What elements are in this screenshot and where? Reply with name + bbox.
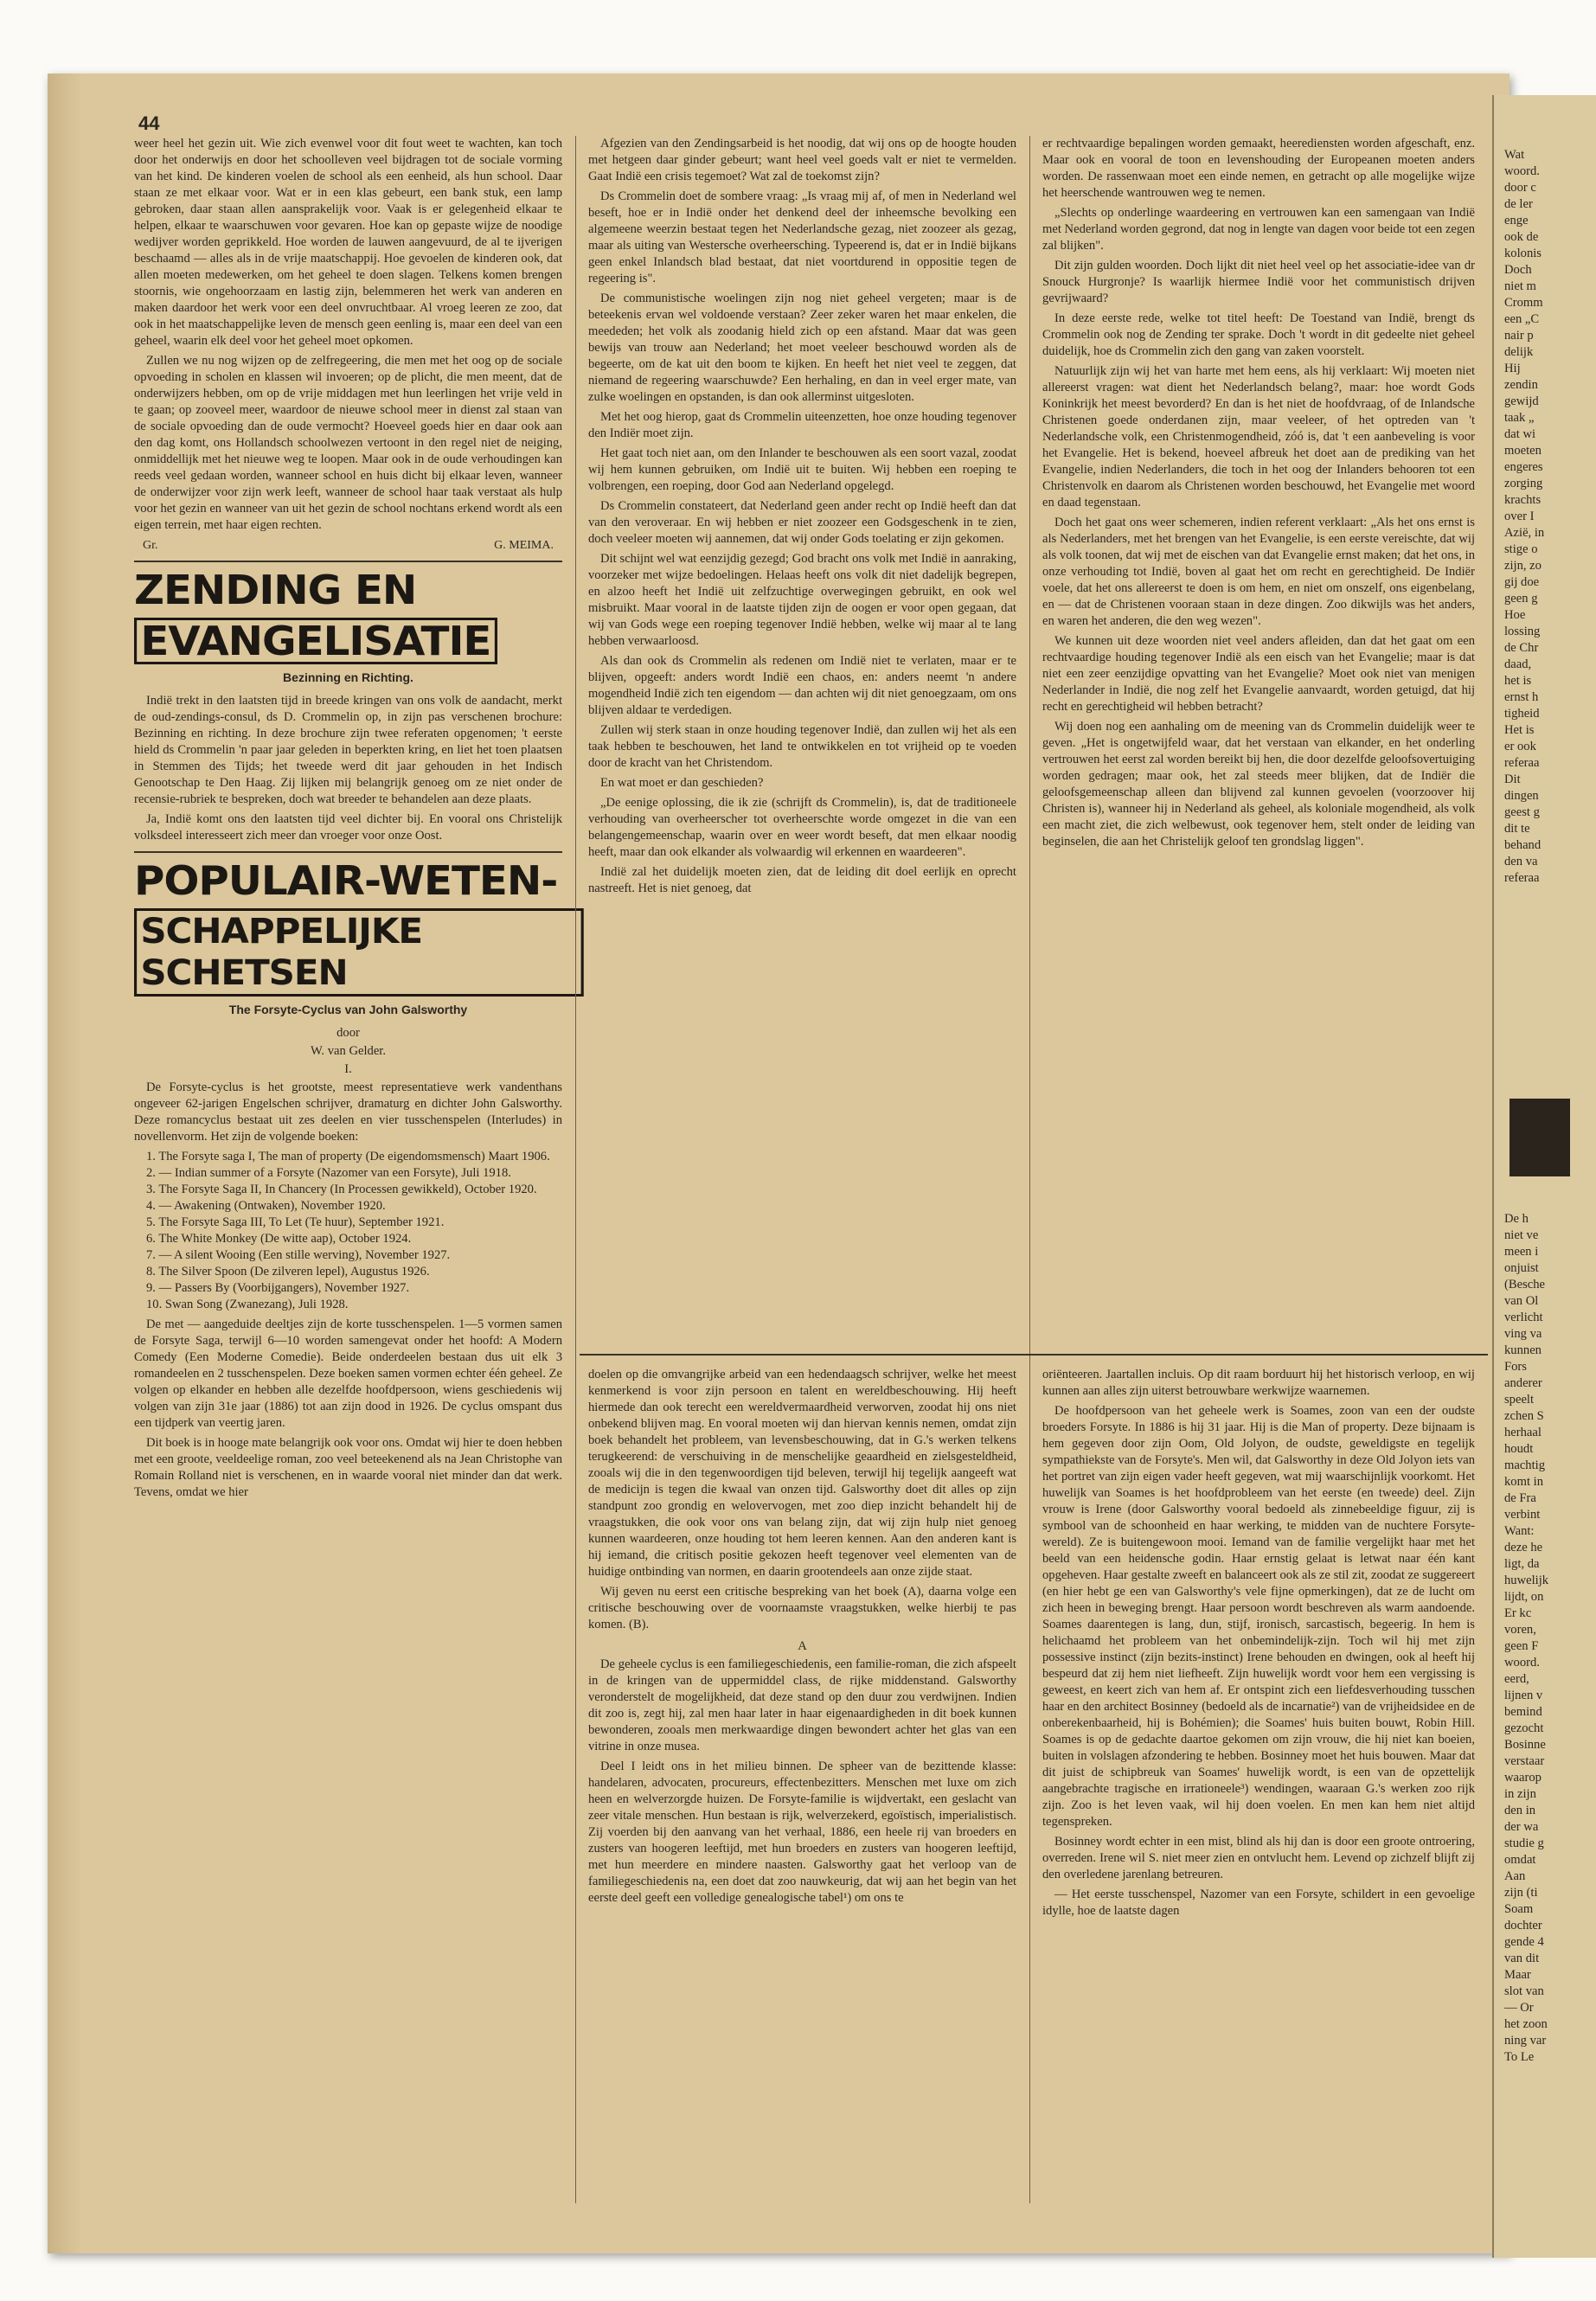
facing-page-line: Want: (1504, 1524, 1535, 1538)
facing-page-line: Doch (1504, 263, 1532, 277)
facing-page-line: krachts (1504, 493, 1542, 507)
facing-page-line: taak „ (1504, 411, 1535, 425)
col2-paragraph: Het gaat toch niet aan, om den Inlander te beschouwen als een soort vazal, zoodat wij hem kunnen gebruiken, om Indië uit te buiten. Wij hebben een roeping te volbrengen, een roeping, door God aan Nederland opgelegd. (588, 446, 1016, 493)
facing-page-line: Bosinne (1504, 1738, 1546, 1752)
facing-page-line: nair p (1504, 329, 1534, 343)
facing-page-fragment (1492, 95, 1596, 2258)
forsyte-title-line-1: POPULAIR-WETEN- (134, 857, 558, 904)
facing-page-line: woord. (1504, 1656, 1540, 1670)
facing-page-line: referaa (1504, 756, 1540, 770)
facing-page-line: lijnen v (1504, 1689, 1543, 1702)
facing-page-line: gij doe (1504, 575, 1540, 589)
facing-page-line: De h (1504, 1212, 1529, 1226)
facing-page-line: den in (1504, 1804, 1536, 1817)
facing-page-line: woord. (1504, 164, 1540, 178)
facing-page-line: der wa (1504, 1820, 1539, 1834)
col2-paragraph: Zullen wij sterk staan in onze houding tegenover Indië, dan zullen wij het als een taak hebben te beschouwen, het land te ontwikkelen en tot vrijheid op te voeden door de kracht van het Christendom. (588, 723, 1016, 770)
col2-paragraph: Als dan ook ds Crommelin als redenen om Indië niet te verlaten, maar er te blijven, opgeeft: anders wordt Indië een chaos, en: anders neemt 'n andere mogendheid Indië zich ten eigendom — dan achten wij dit niet genoegzaam, om ons blijven aldaar te verdedigen. (588, 654, 1016, 717)
facing-page-line: gende 4 (1504, 1935, 1544, 1949)
facing-page-line: er ook (1504, 740, 1536, 753)
col2-paragraph: Indië zal het duidelijk moeten zien, dat de leiding dit doel eerlijk en oprecht nastreeft. Het is niet genoeg, dat (588, 865, 1016, 895)
col3b-paragraph: Bosinney wordt echter in een mist, blind als hij dan is door een groote ontroering, overreden. Irene wil S. niet meer zien en ontvlucht hem. Levend op zichzelf blijft zij den overledene jarenlang betreuren. (1042, 1835, 1475, 1881)
facing-page-line: van dit (1504, 1952, 1540, 1965)
section-divider (134, 561, 562, 562)
facing-page-line: dit te (1504, 822, 1530, 836)
forsyte-intro: De Forsyte-cyclus is het grootste, meest representatieve werk vandenthans ongeveer 62-jarigen Engelschen schrijver, dramaturg en dichter John Galsworthy. Deze romancyclus bestaat uit zes deelen en vier tusschenspelen (Interludes) in novellenvorm. Het zijn de volgende boeken: (134, 1080, 562, 1144)
facing-page-line: anderer (1504, 1376, 1542, 1390)
column-3-top (1042, 136, 1475, 854)
horizontal-rule (580, 1354, 1488, 1356)
facing-page-line: deze he (1504, 1541, 1543, 1554)
facing-page-line: zendin (1504, 378, 1538, 392)
col2b-paragraph: doelen op die omvangrijke arbeid van een hedendaagsch schrijver, welke het meest kenmerkend is voor zijn persoon en talent en wereldbeschouwing. Hij heeft hiermede dan ook terecht een wereldvermaardheid verworven, zoodat hij ons niet onbekend blijven mag. En vooral moeten wij dan hiervan kennis nemen, omdat zijn boek behandelt het probleem, van levensbeschouwing, dat in G.'s werken telkens terugkeerend: de verschuiving in de menschelijke geaardheid en zielsgesteldheid, zooals wij die in den tegenwoordigen tijd beleven, terwijl hij tegelijk aangeeft wat de medicijn is tegen die kwaal van onzen tijd. Galsworthy doet dit alles op zijn standpunt zoo grondig en welovervogen, met zoo diep inzicht behandelt hij de vraagstukken, die ook voor ons van belang zijn, dat wij zijn hulp niet genoeg kunnen waardeeren, onze houding tot hem leeren kennen. Aan den anderen kant is hij iemand, die critisch positie gekozen heeft tegenover veel elementen van de huidige ontbinding van normen, en daarin grootendeels aan onze zijde staat. (588, 1368, 1016, 1579)
facing-page-line: geen F (1504, 1639, 1539, 1653)
col2-paragraph: En wat moet er dan geschieden? (600, 776, 764, 790)
col2-paragraph: Ds Crommelin doet de sombere vraag: „Is vraag mij af, of men in Nederland wel beseft, hoe er in Indië onder het denkend deel der inheemsche bevolking een algemeene weerzin bestaat tegen het Nederlandsche gezag, niet zoozeer als gezag, maar als uiting van Westersche overheersching. Typeerend is, dat er in Indië bijkans geen enkel Inlandsch blad bestaat, dat niet voortdurend in oppositie tegen de regeering is". (588, 189, 1016, 285)
book-list-item: 6. The White Monkey (De witte aap), October 1924. (146, 1232, 412, 1246)
facing-page-line: waarop (1504, 1771, 1542, 1785)
facing-page-line: Hij (1504, 362, 1521, 375)
zending-title-line-1: ZENDING EN (134, 567, 417, 613)
book-list-item: 7. — A silent Wooing (Een stille werving), November 1927. (146, 1248, 451, 1262)
facing-page-line: een „C (1504, 312, 1540, 326)
facing-page-line: delijk (1504, 345, 1534, 359)
facing-page-line: Hoe (1504, 608, 1526, 622)
page-number: 44 (138, 112, 160, 134)
facing-page-line: de ler (1504, 197, 1533, 211)
facing-page-line: Dit (1504, 772, 1521, 786)
signature (143, 537, 554, 554)
column-rule (1029, 136, 1030, 2203)
zending-paragraph-1: Indië trekt in den laatsten tijd in breede kringen van ons volk de aandacht, merkt de oud-zendings-consul, ds D. Crommelin op, in zijn pas verschenen brochure: Bezinning en richting. In deze brochure zijn twee referaten opgenomen; 't eerste hield ds Crommelin 'n paar jaar geleden in beperkten kring, en liet het toen plaatsen in Stemmen des Tijds; het tweede werd dit jaar gehouden in het Indisch Genootschap te Den Haag. Zij lijken mij belangrijk genoeg om ze niet onder de recensie-rubriek te bespreken, doch wat breeder te behandelen aan deze plaats. (134, 694, 562, 806)
book-list-item: 3. The Forsyte Saga II, In Chancery (In Processen gewikkeld), October 1920. (146, 1183, 537, 1196)
column-2-top (588, 136, 1016, 901)
facing-page-line: kolonis (1504, 247, 1542, 260)
facing-page-line: komt in (1504, 1475, 1543, 1489)
facing-page-line: zijn (ti (1504, 1886, 1538, 1900)
facing-page-line: omdat (1504, 1853, 1536, 1867)
col3-paragraph: In deze eerste rede, welke tot titel heeft: De Toestand van Indië, brengt ds Crommelin ook nog de Zending ter sprake. Doch 't wordt in dit gedeelte niet geheel duidelijk, hoe ds Crommelin zich den gang van zaken voorstelt. (1042, 311, 1475, 358)
facing-page-line: gezocht (1504, 1721, 1544, 1735)
facing-page-line: niet ve (1504, 1228, 1539, 1242)
book-list-item: 10. Swan Song (Zwanezang), Juli 1928. (146, 1298, 349, 1311)
facing-page-line: referaa (1504, 871, 1540, 885)
facing-page-line: Maar (1504, 1968, 1531, 1982)
col3b-paragraph: De hoofdpersoon van het geheele werk is Soames, zoon van een der oudste broeders Forsyte. In 1886 is hij 31 jaar. Hij is die Man of property. Deze bijnaam is hem gegeven door zijn Oom, Old Jolyon, de oudste, geweldigste en tegelijk sympathiekste van de Forsyte's. Men wil, dat Galsworthy in deze Old Jolyon iets van het portret van zijn eigen vader heeft gegeven, wat mij waarschijnlijk voorkomt. Het huwelijk van Soames is het hoofdprobleem van het eerste (en tweede) deel. Zijn vrouw is Irene (door Galsworthy vooral bedoeld als zinnebeeldige figuur, zij is symbool van de schoonheid en haar werking, te midden van de nuchtere Forsyte-wereld). Ze is buitengewoon mooi. Iemand van de familie vergelijkt haar met het beeld van een heidensche godin. Haar ernstig gelaat is letwat naar één kant opgeheven. Haar gestalte zweeft en balanceert ook als ze stil zit, zoodat ze suggereert (en hier hebt ge een van Galsworthy's vele fijne opmerkingen), dat ze de lucht om zich heen in beweging brengt. Haar persoon wordt beschreven als warm aandoende. Soames daarentegen is lang, dun, stijf, ironisch, sarcastisch, begeerig. In hem is helichaamd het probleem van het onbemindelijk-zijn. Toch wil hij met zijn possessive instinct (zijn bezits-instinct) Irene behouden en dwingen, ook al heeft hij bespeurd dat zij hem niet liefheeft. Zijn huwelijk wordt voor hem een vergissing is geweest, en keert zich van hem af. Er ontspint zich een liefdesverhouding tusschen haar en den architect Bosinney (bedoeld als de incarnatie²) van de vrijheidsidee en de onberekenbaarheid, hij is Bohémien); die Soames' huis buiten bouwt, Robin Hill. Soames is op de gedachte daartoe gekomen om zijn vrouw, die hij niet kan boeien, buiten in volslagen afzondering te hebben. Bosinney moet het huis bouwen. Maar dat dit juist de schipbreuk van Soames' huwelijk wordt, is een van de opzettelijk aangebrachte tragische en irrationeele³) wendingen, waaraan G.'s werken zoo rijk zijn. Zoo is het leven vaak, wil hij doen voelen. En men kan hem niet altijd tegenspreken. (1042, 1404, 1475, 1829)
facing-page-line: Het is (1504, 723, 1535, 737)
facing-page-line: slot van (1504, 1984, 1544, 1998)
column-rule (575, 136, 576, 2203)
facing-page-line: tigheid (1504, 707, 1540, 721)
col3-paragraph: Wij doen nog een aanhaling om de meening van ds Crommelin duidelijk weer te geven. „Het is ongetwijfeld waar, dat het verstaan van elkander, en het onderling vertrouwen het eerst zal worden bereikt bij hen, die door dezelfde geloofsovertuiging worden gedragen; maar ook, het zal steeds meer blijken, dat de Indiër die geloofsgemeenschap alleen dan blijvend zal kunnen gevoelen (voorzoover hij Christen is), wanneer hij in Nederland als geheel, als koloniale mogendheid, als volk een macht ziet, die zich welbewust, ook tegenover hem, stelt onder de leiding van beginselen, die aan het Christelijk geloof ten grondslag liggen". (1042, 720, 1475, 849)
facing-page-line: — Or (1504, 2001, 1534, 2015)
facing-page-line: verlicht (1504, 1311, 1543, 1324)
facing-page-line: dat wi (1504, 427, 1536, 441)
facing-page-line: machtig (1504, 1458, 1546, 1472)
facing-page-banner-block (1509, 1099, 1570, 1176)
facing-page-line: huwelijk (1504, 1574, 1549, 1587)
facing-page-line: geest g (1504, 805, 1540, 819)
facing-page-line: dochter (1504, 1919, 1542, 1932)
facing-page-line: lossing (1504, 625, 1541, 638)
facing-page-line: onjuist (1504, 1261, 1539, 1275)
facing-page-line: ernst h (1504, 690, 1539, 704)
facing-page-line: Aan (1504, 1869, 1526, 1883)
facing-page-text-bottom (1504, 1211, 1548, 2066)
col2b-paragraph: De geheele cyclus is een familiegeschiedenis, een familie-roman, die zich afspeelt in de kringen van de uppermiddel class, de rijke middenstand. Galsworthy veronderstelt de mogelijkheid, dat deze stand op den duur zou verdwijnen. Indien dit zoo is, zegt hij, zal men haar later in haar eigenaardigheden in dit boek kunnen bewonderen, zooals men merkwaardige dingen bewondert achter het glas van een vitrine in onze musea. (588, 1657, 1016, 1753)
facing-page-line: in zijn (1504, 1787, 1536, 1801)
facing-page-line: Er kc (1504, 1606, 1532, 1620)
facing-page-line: voren, (1504, 1623, 1536, 1637)
facing-page-line: gewijd (1504, 394, 1539, 408)
facing-page-line: van Ol (1504, 1294, 1539, 1308)
forsyte-paragraph: Dit boek is in hooge mate belangrijk ook voor ons. Omdat wij hier te doen hebben met een groote, veeldeelige roman, zoo veel beteekenend als na Jean Christophe van Romain Rolland niet is verschenen, en in waarde vooral niet minder dan dat werk. Tevens, omdat we hier (134, 1436, 562, 1499)
signature-author: G. MEIMA. (494, 539, 554, 552)
facing-page-line: het is (1504, 674, 1532, 688)
facing-page-line: verbint (1504, 1508, 1541, 1522)
column-2-bottom (588, 1367, 1016, 1910)
forsyte-book-list (134, 1149, 562, 1313)
facing-page-line: eerd, (1504, 1672, 1529, 1686)
book-list-item: 8. The Silver Spoon (De zilveren lepel), Augustus 1926. (146, 1265, 430, 1279)
facing-page-line: geen g (1504, 592, 1538, 606)
col3-paragraph: „Slechts op onderlinge waardeering en vertrouwen kan een samengaan van Indië met Nederland worden gegrond, dat nog in lengte van dagen voor beide tot een zegen zal blijken". (1042, 206, 1475, 253)
facing-page-line: lijdt, on (1504, 1590, 1544, 1604)
col2-paragraph: Dit schijnt wel wat eenzijdig gezegd; God bracht ons volk met Indië in aanraking, voorzeker met wijze bedoelingen. Helaas heeft ons volk dit niet dadelijk begrepen, en alzoo heeft het Indië uit zelfzuchtige overwegingen gebruikt, en ook wel misbruikt. Maar vooral in de laatste tijden zijn de oogen er voor open gegaan, dat wij van Gods wege een roeping tegenover Indië hebben, welke wij maar al te lang hebben verwaarloosd. (588, 552, 1016, 648)
signature-place: Gr. (143, 539, 158, 552)
forsyte-author: W. van Gelder. (311, 1044, 386, 1058)
column-3-bottom (1042, 1367, 1475, 1923)
facing-page-line: over I (1504, 510, 1535, 523)
zending-subtitle: Bezinning en Richting. (283, 670, 413, 684)
facing-page-line: het zoon (1504, 2017, 1548, 2031)
book-list-item: 4. — Awakening (Ontwaken), November 1920. (146, 1199, 386, 1213)
forsyte-section-number: I. (344, 1062, 352, 1076)
facing-page-line: To Le (1504, 2050, 1535, 2064)
facing-page-line: door c (1504, 181, 1536, 195)
col2-paragraph: Met het oog hierop, gaat ds Crommelin uiteenzetten, hoe onze houding tegenover den Indiër moet zijn. (588, 410, 1016, 440)
facing-page-line: moeten (1504, 444, 1542, 458)
col2-paragraph: De communistische woelingen zijn nog niet geheel vergeten; maar is de beteekenis ervan wel voldoende verstaan? Zeer zeker waren het maar enkelen, die meededen; het volk als zoodanig hield zich op een afstand. Maar dat was geen bewijs van trouw aan Nederland; het moet veeleer beschouwd worden als de begeerte, om de kat uit den boom te kijken. En heeft het niet veel te zeggen, dat niemand de regeering waarschuwde? Een herhaling, en dan in veel erger mate, van zulke woelingen en opstanden, is dan ook allerminst uitgesloten. (588, 292, 1016, 404)
facing-page-line: ving va (1504, 1327, 1542, 1341)
col3-paragraph: er rechtvaardige bepalingen worden gemaakt, heerediensten worden afgeschaft, enz. Maar ook en vooral de toon en levenshouding der Europeanen moeten anders worden. De rassenwaan moet een einde nemen, en getracht op alle mogelijke wijze het heerschende wantrouwen weg te nemen. (1042, 137, 1475, 200)
facing-page-line: studie g (1504, 1836, 1544, 1850)
facing-page-line: den va (1504, 855, 1538, 868)
facing-page-line: de Chr (1504, 641, 1539, 655)
col1-paragraph-2: Zullen we nu nog wijzen op de zelfregeering, die men met het oog op de sociale opvoeding in scholen en klassen wil invoeren; op de plicht, die men meent, dat de onderwijzers hebben, om op de vrije middagen met hun leerlingen het vrije veld in te gaan; op zooveel meer, waardoor de nieuwe school meer in dienst zal staan van de sociale opvoeding dan de oude vermocht? Hoeveel goeds hier en daar ook aan den dag komt, ons Hollandsch schoolwezen vertoont in den regel niet de neiging, onmiddellijk met het nieuwe weg te loopen. Maar ook in de oude verhoudingen kan reeds veel gedaan worden, wanneer school en huis dicht bij elkaar leven, wanneer de onderwijzer voor zijn werk leeft, wanneer de school haar taak verstaat als hulp voor het gezin en wanneer van uit het gezin de school nochtans erkend wordt als een eigen terrein, met haar eigen rechten. (134, 354, 562, 532)
facing-page-line: (Besche (1504, 1278, 1546, 1292)
facing-page-text-top (1504, 147, 1544, 887)
col3-paragraph: We kunnen uit deze woorden niet veel anders afleiden, dan dat het gaat om een rechtvaardige houding tegenover Indië als een eisch van het Evangelie; maar is dat niet een zeer eenzijdige opvatting van het Evangelie? Moet ook niet van menigen Nederlander in Indië, die nog zelf het Evangelie aanvaardt, worden getuigd, dat hij recht en gerechtigheid wil hebben betracht? (1042, 634, 1475, 714)
section-divider (134, 851, 562, 853)
forsyte-door: door (337, 1026, 360, 1040)
book-list-item: 9. — Passers By (Voorbijgangers), November 1927. (146, 1281, 410, 1295)
facing-page-line: niet m (1504, 279, 1536, 293)
book-list-item: 5. The Forsyte Saga III, To Let (Te huur), September 1921. (146, 1215, 445, 1229)
col3-paragraph: Doch het gaat ons weer schemeren, indien referent verklaart: „Als het ons ernst is als Nederlanders, met het brengen van het Evangelie, is een eerste vereischte, dat wij als volk toonen, dat wij met de eischen van dat Evangelie ernst maken; dat het ons, in onze verhouding tot Indië, boven al gaat het om recht en gerechtigheid. De Indiër voele, dat het ons allereerst te doen is om hem, en niet om onszelf, ons eigenbelang, en — dat de Christenen vooraan staan in deze dingen. Zoo dikwijls was het anders, en waren het anderen, die den weg wezen". (1042, 516, 1475, 628)
column-1 (134, 136, 562, 1504)
facing-page-line: meen i (1504, 1245, 1539, 1259)
book-list-item: 1. The Forsyte saga I, The man of property (De eigendomsmensch) Maart 1906. (146, 1150, 550, 1163)
zending-title-line-2: EVANGELISATIE (134, 618, 497, 664)
facing-page-line: speelt (1504, 1393, 1535, 1407)
newspaper-page (48, 74, 1509, 2253)
col2-paragraph: Afgezien van den Zendingsarbeid is het noodig, dat wij ons op de hoogte houden met hetgeen daar ginder gebeurt; want heel veel goeds valt er niet te vermelden. Gaat Indië een crisis tegemoet? Wat zal de toekomst zijn? (588, 137, 1016, 183)
facing-page-line: Cromm (1504, 296, 1543, 310)
facing-page-line: zijn, zo (1504, 559, 1542, 573)
col1-paragraph-1: weer heel het gezin uit. Wie zich evenwel voor dit fout weet te wachten, kan toch door het onderwijs en door het schoolleven veel bijdragen tot de sociale vorming van het kind. De kinderen voelen de school als een eenheid, als hun school. Daar staan ze met elkaar voor. Wat er in een klas gebeurt, een bank stuk, een lamp gebroken, daar staan allen aansprakelijk voor. Vaak is er gelegenheid elkaar te helpen, elkaar te waarschuwen voor gevaren. Hoe kan op gepaste wijze de noodige wedijver worden geprikkeld. Hoe worden de lauwen aangevuurd, de al te ijverigen beschaamd — alles als in de vrije maatschappij. Hoe gevoelen de kinderen ook, dat allen moeten medewerken, om het geheel te doen slagen. Telkens komen brengen stoornis, wie ongehoorzaam en lastig zijn, belemmeren het werk van anderen en maken daardoor het werk voor een deel onvruchtbaar. Al vroeg leeren ze zoo, dat ook in het maatschappelijke leven de mensch geen eenling is, maar een deel van een geheel, waarin elk deel voor het geheel moet opkomen. (134, 137, 562, 348)
zending-paragraph-2: Ja, Indië komt ons den laatsten tijd veel dichter bij. En vooral ons Christelijk volksdeel interesseert zich meer dan vroeger voor onze Oost. (134, 812, 562, 843)
forsyte-title-line-2: SCHAPPELIJKE SCHETSEN (134, 908, 584, 997)
facing-page-line: ligt, da (1504, 1557, 1540, 1571)
col3-paragraph: Dit zijn gulden woorden. Doch lijkt dit niet heel veel op het associatie-idee van dr Snouck Hurgronje? Is waarlijk hiermee Indië voor het communistisch drijven gevrijwaard? (1042, 259, 1475, 305)
facing-page-line: kunnen (1504, 1343, 1542, 1357)
forsyte-paragraph: De met — aangeduide deeltjes zijn de korte tusschenspelen. 1—5 vormen samen de Forsyte Saga, terwijl 6—10 worden samengevat onder het hoofd: A Modern Comedy (Een Moderne Comedie). Beide onderdeelen bestaan dus uit elk 3 romandeelen en 2 tusschenspelen. Deze boeken samen vormen echter één geheel. Ze volgen op elkander en hebben alle dezelfde hoofdpersoon, wiens geschiedenis wij volgen van zijn 31e jaar (1886) tot aan zijn dood in 1926. De cyclus omspant dus een tijdperk van veertig jaren. (134, 1317, 562, 1430)
col2-paragraph: Ds Crommelin constateert, dat Nederland geen ander recht op Indië heeft dan dat van den veroveraar. En wij hebben er niet zoozeer een Godsgeschenk in te zien, doch veeleer moeten wij aannemen, dat wij onder Gods toelating er zijn gekomen. (588, 499, 1016, 546)
zending-header (134, 569, 562, 686)
col2b-paragraph: Wij geven nu eerst een critische bespreking van het boek (A), daarna volge een critische beschouwing over de voornaamste vraagstukken, welke hierbij te pas komen. (B). (588, 1585, 1016, 1631)
col3b-paragraph: oriënteeren. Jaartallen incluis. Op dit raam borduurt hij het historisch verloop, en wij kunnen aan alles zijn uiterst betrouwbare werkwijze waarnemen. (1042, 1368, 1475, 1398)
col3b-paragraph: — Het eerste tusschenspel, Nazomer van een Forsyte, schildert in een gevoelige idylle, hoe de laatste dagen (1042, 1888, 1475, 1918)
facing-page-line: ning var (1504, 2034, 1547, 2048)
facing-page-line: herhaal (1504, 1426, 1542, 1439)
facing-page-line: daad, (1504, 657, 1532, 671)
facing-page-line: Azië, in (1504, 526, 1545, 540)
facing-page-line: bemind (1504, 1705, 1542, 1719)
facing-page-line: behand (1504, 838, 1542, 852)
forsyte-subtitle: The Forsyte-Cyclus van John Galsworthy (228, 1003, 468, 1016)
section-a-heading: A (798, 1639, 807, 1653)
facing-page-line: zorging (1504, 477, 1543, 490)
facing-page-line: ook de (1504, 230, 1539, 244)
facing-page-line: Wat (1504, 148, 1525, 162)
facing-page-line: verstaar (1504, 1754, 1545, 1768)
facing-page-line: zchen S (1504, 1409, 1544, 1423)
facing-page-line: stige o (1504, 542, 1538, 556)
facing-page-line: dingen (1504, 789, 1539, 803)
facing-page-line: Fors (1504, 1360, 1527, 1374)
col2-paragraph: „De eenige oplossing, die ik zie (schrijft ds Crommelin), is, dat de traditioneele verhouding van overheerscher tot overheerschte worde omgezet in die van een belangengemeenschap, waarin over en weer wordt beseft, dat men elkaar noodig heeft, maar dan ook elkander als volwaardig wil erkennen en waardeeren". (588, 796, 1016, 859)
col2b-paragraph: Deel I leidt ons in het milieu binnen. De spheer van de bezittende klasse: handelaren, advocaten, procureurs, effectenbezitters. Menschen met luxe om zich heen en welverzorgde huizen. De Forsyte-familie is wijdvertakt, een geslacht van zeer vitale menschen. Hun bestaan is rijk, welverzekerd, egoïstisch, imperialistisch. Zij voerden bij den aanvang van het verhaal, 1886, een heele rij van broeders en zusters van hoogeren leeftijd, met hun broeders en zusters van hoogeren leeftijd, met hun meerdere en mindere naasten. Galsworthy gaat het verloop van de familiegeschiedenis na, een doet dat zoo nauwkeurig, dat wij aan het begin van het eerste deel geeft een volledige genealogische tabel¹) om ons te (588, 1759, 1016, 1905)
facing-page-line: enge (1504, 214, 1529, 228)
col3-paragraph: Natuurlijk zijn wij het van harte met hem eens, als hij verklaart: Wij moeten niet allereerst vragen: wat dient het Nederlandsch belang?, maar: hoe wordt Gods Koninkrijk het meest bevorderd? En dan is het niet de hoofdvraag, of de Inlandsche Christenen goede onderdanen zijn, maar veeleer, of het optreden van 't Nederlandsche volk, een Christenmogendheid, zóó is, dat 't een aanbeveling is voor het Evangelie. Het is bekend, hoeveel afbreuk het doet aan de prediking van het Evangelie, indien Nederlanders, die toch in het oog der Inlanders behooren tot een Christenvolk en daarom als Christenen worden beschouwd, het Evangelie met woord en daad tegenstaan. (1042, 364, 1475, 510)
forsyte-header (134, 857, 562, 1078)
facing-page-line: Soam (1504, 1902, 1534, 1916)
facing-page-line: houdt (1504, 1442, 1534, 1456)
facing-page-line: engeres (1504, 460, 1543, 474)
facing-page-line: de Fra (1504, 1491, 1536, 1505)
book-list-item: 2. — Indian summer of a Forsyte (Nazomer van een Forsyte), Juli 1918. (146, 1166, 511, 1180)
